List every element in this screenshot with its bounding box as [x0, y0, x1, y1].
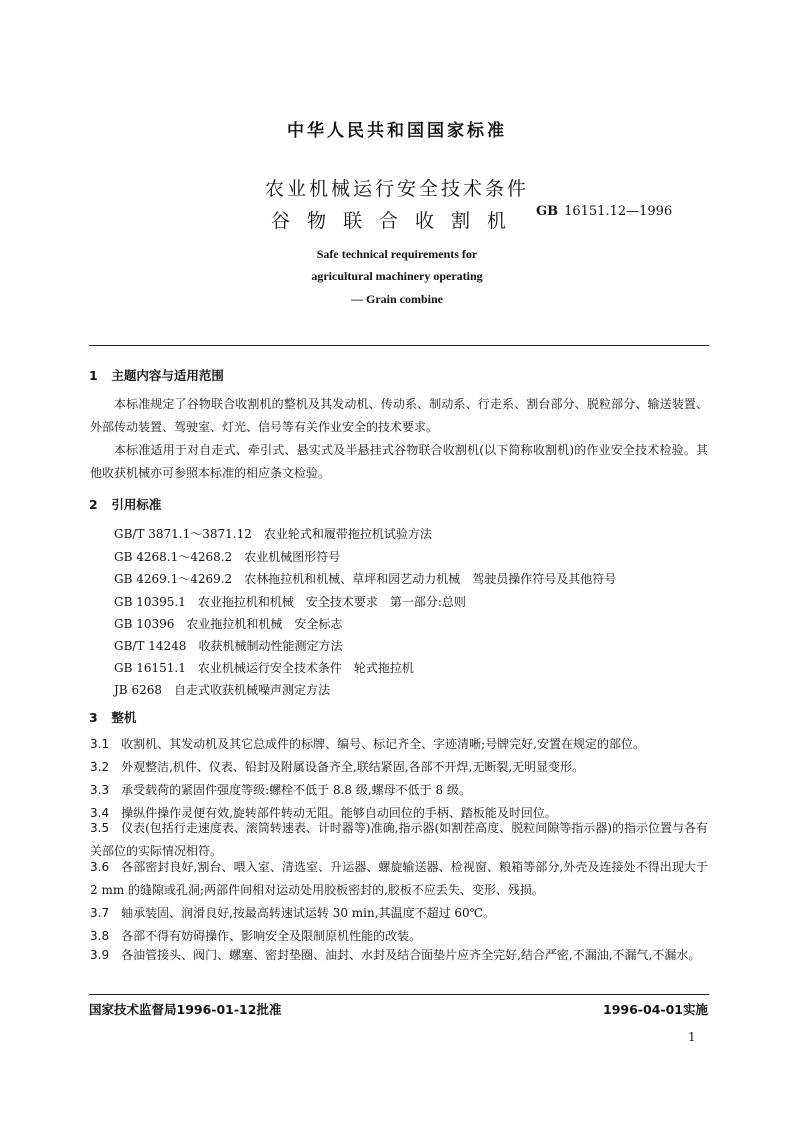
clause-3-3 [90, 779, 708, 802]
clause-number: 3.4 [90, 806, 110, 820]
standard-title-line2: 谷物联合收割机 [270, 210, 523, 232]
standard-number [536, 204, 672, 219]
section-1-paragraph-1: 本标准规定了谷物联合收割机的整机及其发动机、传动系、制动系、行走系、割台部分、脱粒部分、输送装置、外部传动装置、驾驶室、灯光、信号等有关作业安全的技术要求。 [90, 397, 708, 434]
clause-text: 各油管接头、阀门、螺塞、密封垫圈、油封、水封及结合面垫片应齐全完好,结合严密,不漏油,不漏气,不漏水。 [121, 948, 701, 962]
english-title-line3: — Grain combine [351, 292, 443, 306]
standard-title-line1: 农业机械运行安全技术条件 [264, 178, 529, 200]
clause-number: 3.7 [90, 906, 110, 920]
reference-item: GB 10395.1 农业拖拉机和机械 安全技术要求 第一部分:总则 [114, 595, 466, 609]
section-1-title: 主题内容与适用范围 [111, 368, 224, 383]
section-1-heading [89, 366, 224, 384]
clause-3-2 [90, 756, 708, 779]
page-number: 1 [688, 1030, 696, 1044]
clause-number: 3.9 [90, 948, 110, 962]
section-2-number: 2 [89, 497, 98, 512]
section-2-title: 引用标准 [111, 497, 162, 512]
clause-text: 外观整洁,机件、仪表、铅封及附属设备齐全,联结紧固,各部不开焊,无断裂,无明显变形。 [121, 760, 585, 774]
clause-number: 3.6 [90, 860, 110, 874]
standard-code: 16151.12—1996 [564, 204, 673, 219]
reference-item: GB/T 3871.1～3871.12 农业轮式和履带拖拉机试验方法 [114, 527, 432, 541]
section-1-paragraph-2: 本标准适用于对自走式、牵引式、悬实式及半悬挂式谷物联合收割机(以下简称收割机)的作业安全技术检验。其他收获机械亦可参照本标准的相应条文检验。 [90, 443, 708, 480]
section-2-heading [89, 495, 161, 513]
clause-3-1 [90, 733, 708, 756]
clause-text: 仪表(包括行走速度表、滚筒转速表、计时器等)准确,指示器(如割茬高度、脱粒间隙等指示器)的指示位置与各有关部位的实际情况相符。 [90, 821, 708, 858]
reference-item: GB/T 14248 收获机械制动性能测定方法 [114, 639, 343, 653]
clause-number: 3.8 [90, 929, 110, 943]
reference-item: JB 6268 自走式收获机械噪声测定方法 [114, 683, 330, 697]
clause-3-9 [90, 944, 708, 967]
section-3-title: 整机 [111, 710, 137, 725]
clause-number: 3.3 [90, 783, 110, 797]
reference-item: GB 10396 农业拖拉机和机械 安全标志 [114, 617, 343, 631]
clause-number: 3.1 [90, 737, 110, 751]
clause-text: 各部不得有妨碍操作、影响安全及限制原机性能的改装。 [121, 929, 422, 943]
implementation-date: 1996-04-01实施 [603, 1002, 708, 1017]
clause-3-7 [90, 902, 708, 925]
approval-date: 国家技术监督局1996-01-12批准 [89, 1002, 282, 1017]
reference-item: GB 4269.1～4269.2 农林拖拉机和机械、草坪和园艺动力机械 驾驶员操作符号及其他符号 [114, 572, 617, 586]
clause-number: 3.2 [90, 760, 110, 774]
reference-item: GB 4268.1～4268.2 农业机械图形符号 [114, 550, 341, 564]
clause-text: 各部密封良好,割台、喂入室、清选室、升运器、螺旋输送器、检视窗、粮箱等部分,外壳及连接处不得出现大于 2 mm 的缝隙或孔洞;两部件间相对运动处用胶板密封的,胶板不应丢失、变形、残损。 [90, 860, 708, 897]
reference-item: GB 16151.1 农业机械运行安全技术条件 轮式拖拉机 [114, 661, 414, 675]
section-1-number: 1 [89, 368, 98, 383]
clause-3-6 [90, 856, 708, 902]
english-title-line1: Safe technical requirements for [316, 247, 478, 261]
clause-text: 操纵件操作灵便有效,旋转部件转动无阻。能够自动回位的手柄、踏板能及时回位。 [121, 806, 557, 820]
clause-text: 收割机、其发动机及其它总成件的标牌、编号、标记齐全、字迹清晰;号牌完好,安置在规定的部位。 [121, 737, 645, 751]
footer-divider [89, 994, 709, 995]
clause-number: 3.5 [90, 821, 110, 835]
clause-text: 承受载荷的紧固件强度等级:螺栓不低于 8.8 级,螺母不低于 8 级。 [121, 783, 471, 797]
header-divider [89, 345, 709, 346]
standard-prefix: GB [536, 204, 559, 219]
section-3-number: 3 [89, 710, 98, 725]
english-title-line2: agricultural machinery operating [311, 269, 483, 283]
section-3-heading [89, 708, 136, 726]
national-standard-heading: 中华人民共和国国家标准 [287, 121, 507, 141]
clause-text: 轴承装固、润滑良好,按最高转速试运转 30 min,其温度不超过 60℃。 [121, 906, 496, 920]
